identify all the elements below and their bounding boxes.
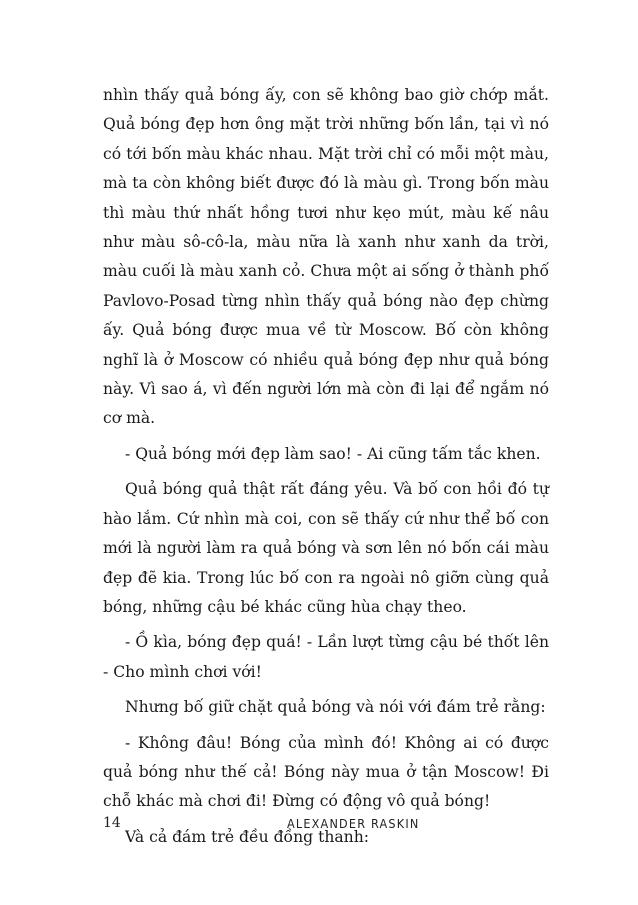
paragraph-5: Nhưng bố giữ chặt quả bóng và nói với đám trẻ rằng: (125, 698, 546, 717)
paragraph-1: nhìn thấy quả bóng ấy, con sẽ không bao giờ chớp mắt. Quả bóng đẹp hơn ông mặt trời những bốn lần, tại vì nó có tới bốn màu khác nhau. Mặt trời chỉ có mỗi một màu, mà ta còn không biết được đó là màu gì. Trong bốn màu thì màu thứ nhất hồng tươi như kẹo mút, màu kế nâu như màu sô-cô-la, màu nữa là xanh như xanh da trời, màu cuối là màu xanh cỏ. Chưa một ai sống ở thành phố Pavlovo-Posad từng nhìn thấy quả bóng nào đẹp chừng ấy. Quả bóng được mua về từ Moscow. Bố còn không nghĩ là ở Moscow có nhiều quả bóng đẹp như quả bóng này. Vì sao á, vì đến người lớn mà còn đi lại để ngắm nó cơ mà. (103, 86, 549, 428)
body-text (103, 81, 549, 852)
paragraph-2: - Quả bóng mới đẹp làm sao! - Ai cũng tấm tắc khen. (125, 444, 541, 463)
page-number: 14 (103, 815, 121, 831)
paragraph-7: Và cả đám trẻ đều đồng thanh: (125, 827, 370, 846)
running-title: ALEXANDER RASKIN (287, 816, 420, 831)
paragraph-3: Quả bóng quả thật rất đáng yêu. Và bố con hồi đó tự hào lắm. Cứ nhìn mà coi, con sẽ thấy cứ như thể bố con mới là người làm ra quả bóng và sơn lên nó bốn cái màu đẹp đẽ kia. Trong lúc bố con ra ngoài nô giỡn cùng quả bóng, những cậu bé khác cũng hùa chạy theo. (103, 480, 549, 616)
paragraph-4: - Ồ kìa, bóng đẹp quá! - Lần lượt từng cậu bé thốt lên - Cho mình chơi với! (103, 633, 549, 681)
paragraph-6: - Không đâu! Bóng của mình đó! Không ai có được quả bóng như thế cả! Bóng này mua ở tận Moscow! Đi chỗ khác mà chơi đi! Đừng có động vô quả bóng! (103, 733, 549, 811)
page-footer (0, 815, 638, 835)
